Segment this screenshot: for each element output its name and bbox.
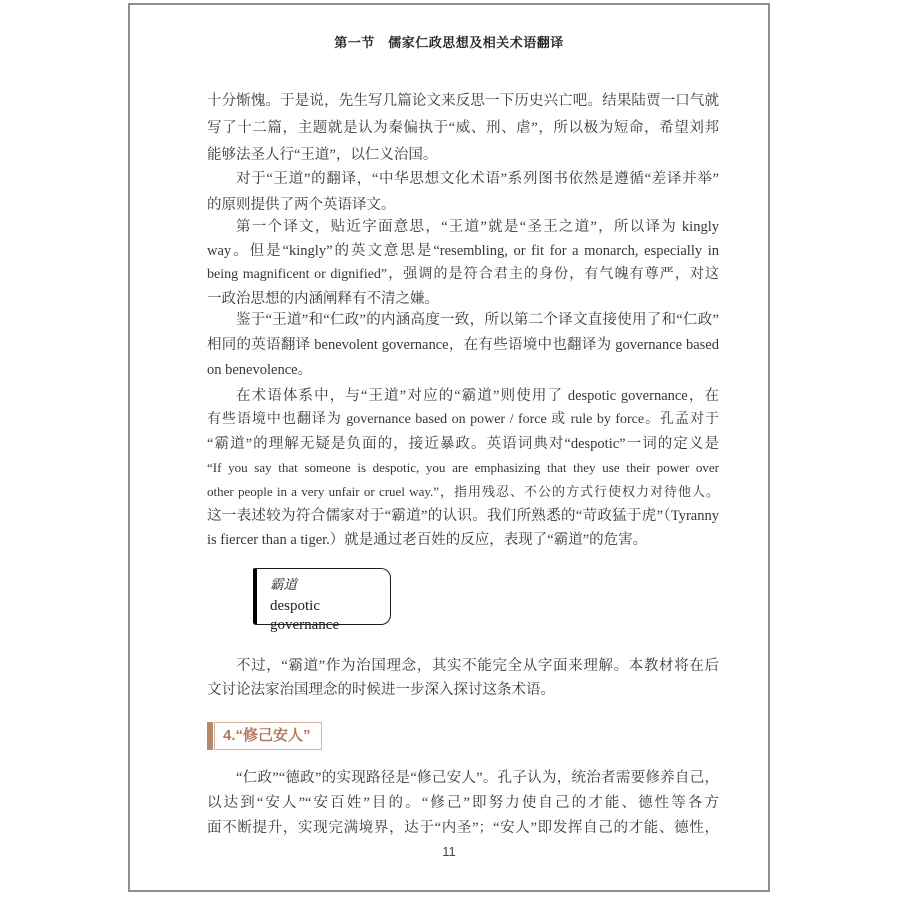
paragraph — [207, 308, 719, 383]
body-line: 对于“王道”的翻译，“中华思想文化术语”系列图书依然是遵循“差译并举” — [236, 171, 719, 187]
paragraph — [207, 384, 719, 552]
body-line: 面不断提升，实现完满境界，达于“内圣”；“安人”即发挥自己的才能、德性， — [207, 820, 719, 836]
book-page — [128, 3, 770, 892]
paragraph — [207, 166, 719, 218]
body-line: 第一个译文，贴近字面意思，“王道”就是“圣王之道”，所以译为 kingly — [236, 219, 719, 235]
term-english: despotic governance — [270, 598, 340, 633]
section-heading-label: 4.“修己安人” — [214, 722, 322, 750]
body-line: “仁政”“德政”的实现路径是“修己安人”。孔子认为，统治者需要修养自己， — [236, 770, 719, 786]
body-text — [207, 5, 719, 890]
paragraph — [207, 766, 719, 841]
section-heading — [207, 722, 322, 750]
paragraph — [207, 88, 719, 169]
paragraph — [207, 654, 719, 702]
body-line: 一政治思想的内涵阐释有不清之嫌。 — [207, 291, 439, 307]
body-line: 的原则提供了两个英语译文。 — [207, 197, 396, 213]
body-line: 十分惭愧。于是说，先生写几篇论文来反思一下历史兴亡吧。结果陆贾一口气就 — [207, 93, 719, 109]
term-definition-box — [253, 568, 391, 633]
body-line: 有些语境中也翻译为 governance based on power / force 或 rule by force。孔孟对于 — [207, 412, 719, 427]
running-header: 第一节 儒家仁政思想及相关术语翻译 — [334, 35, 564, 50]
body-line: “If you say that someone is despotic, you are emphasizing that they use their power over — [207, 460, 719, 475]
page-number: 11 — [442, 844, 456, 859]
term-chinese: 霸道 — [270, 577, 297, 592]
body-line: other people in a very unfair or cruel way.”，指用残忍、不公的方式行使权力对待他人。 — [207, 484, 719, 499]
paragraph — [207, 215, 719, 311]
body-line: 鉴于“王道”和“仁政”的内涵高度一致，所以第二个译文直接使用了和“仁政” — [236, 312, 719, 328]
body-line: 在术语体系中，与“王道”对应的“霸道”则使用了 despotic governance，在 — [236, 388, 719, 404]
section-heading-bar — [207, 722, 213, 750]
body-line: is fiercer than a tiger.）就是通过老百姓的反应，表现了“霸道”的危害。 — [207, 532, 648, 548]
body-line: way。但是“kingly”的英文意思是“resembling, or fit for a monarch, especially in — [207, 243, 719, 259]
body-line: 以达到“安人”“安百姓”目的。“修己”即努力使自己的才能、德性等各方 — [207, 795, 719, 811]
body-line: 这一表述较为符合儒家对于“霸道”的认识。我们所熟悉的“苛政猛于虎”（Tyranny — [207, 508, 719, 524]
body-line: 写了十二篇，主题就是认为秦偏执于“威、刑、虐”，所以极为短命，希望刘邦 — [207, 120, 719, 136]
body-line: “霸道”的理解无疑是负面的，接近暴政。英语词典对“despotic”一词的定义是 — [207, 436, 719, 452]
body-line: on benevolence。 — [207, 362, 313, 378]
body-line: 不过，“霸道”作为治国理念，其实不能完全从字面来理解。本教材将在后 — [236, 658, 719, 674]
body-line: being magnificent or dignified”，强调的是符合君主的身份，有气魄有尊严，对这 — [207, 267, 719, 282]
body-line: 能够法圣人行“王道”，以仁义治国。 — [207, 147, 438, 163]
body-line: 相同的英语翻译 benevolent governance，在有些语境中也翻译为 governance based — [207, 337, 719, 353]
body-line: 文讨论法家治国理念的时候进一步深入探讨这条术语。 — [207, 682, 555, 698]
